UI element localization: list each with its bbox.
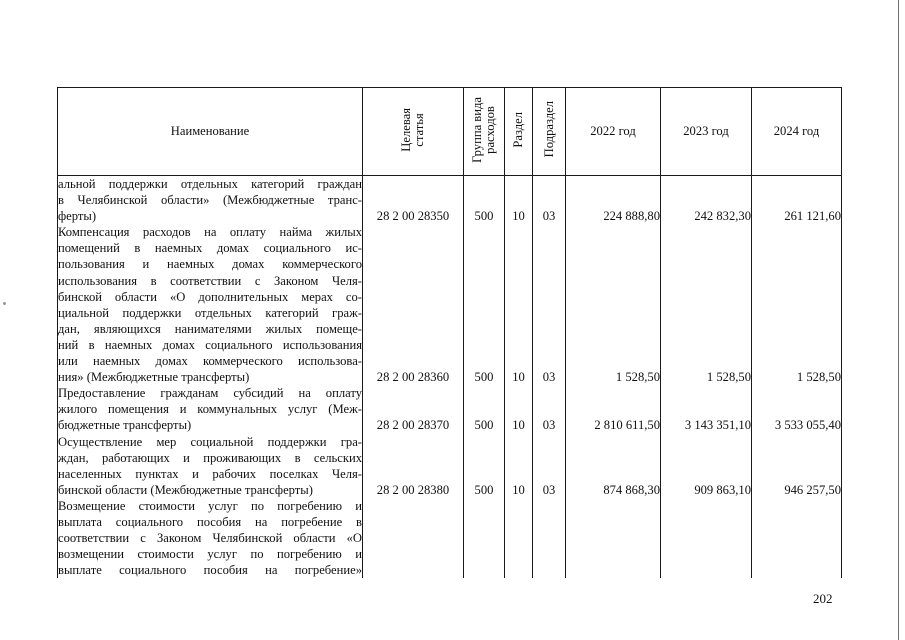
row-target-article: 28 2 00 28380	[363, 434, 464, 498]
scan-speck	[3, 302, 6, 305]
row-section: 10	[505, 176, 533, 225]
row-amount-2024: 1 528,50	[752, 224, 842, 385]
row-subsection: 03	[533, 176, 566, 225]
row-amount-2024: 946 257,50	[752, 434, 842, 498]
row-amount-2023: 242 832,30	[661, 176, 752, 225]
row-name: Возмещение стоимости услуг по погребению и выплата социального пособия на погребение в соответствии с Законом Челябинской области «О возмещении стоимости услуг по погребению и выплате социального пособия на погребение»	[58, 498, 362, 578]
header-name: Наименование	[58, 88, 363, 176]
row-amount-2023	[661, 498, 752, 578]
table-row	[58, 434, 842, 498]
row-expense-group: 500	[464, 224, 505, 385]
row-amount-2024: 3 533 055,40	[752, 385, 842, 433]
table-row	[58, 385, 842, 433]
row-amount-2022: 1 528,50	[566, 224, 661, 385]
row-target-article: 28 2 00 28350	[363, 176, 464, 225]
row-name: Компенсация расходов на оплату найма жилых помещений в наемных домах социального ис- пользования и наемных домах коммерческого использования в соответствии с Законом Челя- бинской области «О дополнительных мерах со- циальной поддержки отдельных категорий граж- дан, являющихся нанимателями жилых помеще- ний в наемных домах социального использования или наемных домах коммерческого использова- ния» (Межбюджетные трансферты)	[58, 225, 362, 385]
row-target-article: 28 2 00 28360	[363, 224, 464, 385]
table-header-row	[58, 88, 842, 176]
row-amount-2023: 909 863,10	[661, 434, 752, 498]
row-subsection: 03	[533, 224, 566, 385]
row-target-article	[363, 498, 464, 578]
header-2022: 2022 год	[566, 88, 661, 176]
row-amount-2023: 1 528,50	[661, 224, 752, 385]
row-amount-2023: 3 143 351,10	[661, 385, 752, 433]
row-expense-group	[464, 498, 505, 578]
table-row	[58, 176, 842, 225]
row-amount-2022	[566, 498, 661, 578]
row-section: 10	[505, 385, 533, 433]
row-amount-2022: 874 868,30	[566, 434, 661, 498]
budget-table	[57, 87, 842, 578]
header-subsection: Подраздел	[533, 88, 566, 176]
row-expense-group: 500	[464, 434, 505, 498]
table-row	[58, 498, 842, 578]
row-expense-group: 500	[464, 176, 505, 225]
row-subsection: 03	[533, 434, 566, 498]
row-amount-2024: 261 121,60	[752, 176, 842, 225]
row-section	[505, 498, 533, 578]
row-amount-2022: 224 888,80	[566, 176, 661, 225]
table-row	[58, 224, 842, 385]
scan-edge-line	[898, 0, 899, 640]
row-section: 10	[505, 224, 533, 385]
header-2024: 2024 год	[752, 88, 842, 176]
row-section: 10	[505, 434, 533, 498]
row-amount-2024	[752, 498, 842, 578]
row-subsection: 03	[533, 385, 566, 433]
row-target-article: 28 2 00 28370	[363, 385, 464, 433]
header-target-article: Целевая статья	[363, 88, 464, 176]
row-subsection	[533, 498, 566, 578]
header-section: Раздел	[505, 88, 533, 176]
row-amount-2022: 2 810 611,50	[566, 385, 661, 433]
row-name: Предоставление гражданам субсидий на оплату жилого помещения и коммунальных услуг (Меж- бюджетные трансферты)	[58, 386, 362, 433]
row-name: альной поддержки отдельных категорий граждан в Челябинской области» (Межбюджетные транс- ферты)	[58, 177, 362, 224]
header-expense-group: Группа вида расходов	[464, 88, 505, 176]
page-number: 202	[813, 591, 833, 606]
row-expense-group: 500	[464, 385, 505, 433]
row-name: Осуществление мер социальной поддержки гра- ждан, работающих и проживающих в сельских населенных пунктах и рабочих поселках Челя- бинской области (Межбюджетные трансферты)	[58, 434, 362, 497]
header-2023: 2023 год	[661, 88, 752, 176]
